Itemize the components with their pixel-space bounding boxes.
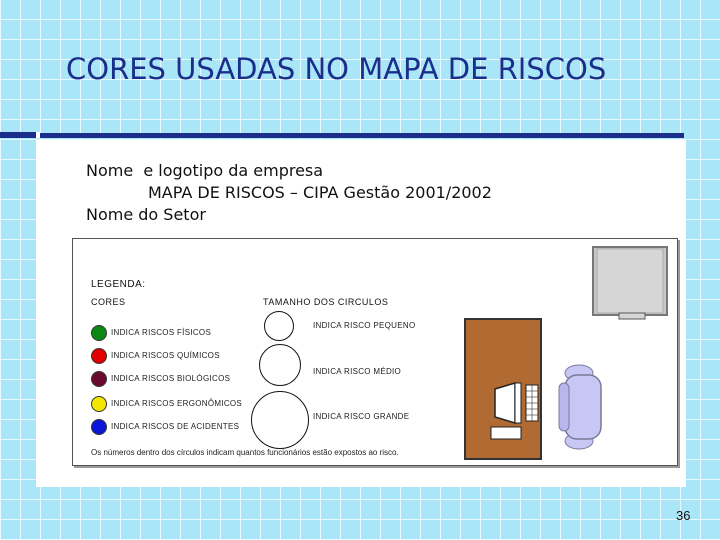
- chemical-risk-label: INDICA RISCOS QUÍMICOS: [111, 351, 220, 360]
- biological-risk-dot: [91, 371, 107, 387]
- large-risk-circle: [251, 391, 309, 449]
- colors-heading: CORES: [91, 297, 126, 307]
- large-risk-label: INDICA RISCO GRANDE: [313, 412, 410, 421]
- risk-map-figure: [72, 238, 678, 466]
- title-rule-accent: [0, 132, 36, 138]
- sector-name-line: Nome do Setor: [86, 205, 206, 224]
- company-name-line: Nome e logotipo da empresa: [86, 161, 324, 180]
- biological-risk-label: INDICA RISCOS BIOLÓGICOS: [111, 374, 231, 383]
- title-rule: [40, 133, 684, 138]
- legend-footnote: Os números dentro dos círculos indicam quantos funcionários estão expostos ao risco.: [91, 448, 399, 457]
- small-risk-circle: [264, 311, 294, 341]
- office-floor-plan: [453, 239, 677, 465]
- legend-title: LEGENDA:: [91, 279, 146, 290]
- page-number: 36: [676, 508, 691, 523]
- office-chair: [559, 365, 601, 449]
- chemical-risk-dot: [91, 348, 107, 364]
- physical-risk-label: INDICA RISCOS FÍSICOS: [111, 328, 212, 337]
- small-risk-label: INDICA RISCO PEQUENO: [313, 321, 416, 330]
- medium-risk-label: INDICA RISCO MÉDIO: [313, 367, 402, 376]
- accident-risk-dot: [91, 419, 107, 435]
- sizes-heading: TAMANHO DOS CIRCULOS: [263, 297, 389, 307]
- medium-risk-circle: [259, 344, 301, 386]
- paper-tray: [491, 427, 521, 439]
- ergonomic-risk-label: INDICA RISCOS ERGONÔMICOS: [111, 399, 243, 408]
- monitor: [495, 383, 515, 423]
- ergonomic-risk-dot: [91, 396, 107, 412]
- map-title-line: MAPA DE RISCOS – CIPA Gestão 2001/2002: [148, 183, 492, 202]
- accident-risk-label: INDICA RISCOS DE ACIDENTES: [111, 422, 240, 431]
- physical-risk-dot: [91, 325, 107, 341]
- map-header: [86, 160, 492, 226]
- slide-title: CORES USADAS NO MAPA DE RISCOS: [66, 52, 607, 86]
